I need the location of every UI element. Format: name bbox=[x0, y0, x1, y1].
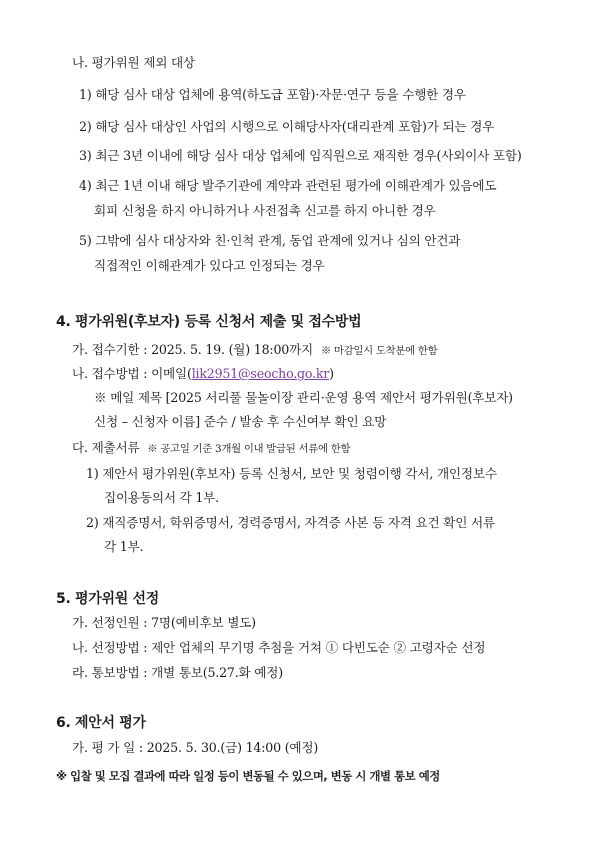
section5-title: 5. 평가위원 선정 bbox=[56, 591, 159, 607]
selection-method: 나. 선정방법 : 제안 업체의 무기명 추첨을 거쳐 ① 다빈도순 ② 고령자순 선정 bbox=[72, 640, 486, 655]
method-line bbox=[72, 366, 334, 382]
deadline-note: ※ 마감일시 도착분에 한함 bbox=[320, 345, 438, 357]
section6-title: 6. 제안서 평가 bbox=[56, 715, 146, 731]
docs-item-2-cont: 각 1부. bbox=[104, 539, 144, 554]
section4-title: 4. 평가위원(후보자) 등록 신청서 제출 및 접수방법 bbox=[56, 314, 362, 330]
exclusion-item-5: 5) 그밖에 심사 대상자와 친·인척 관계, 동업 관계에 있거나 심의 안건과 bbox=[79, 233, 461, 248]
notify-method: 라. 통보방법 : 개별 통보(5.27.화 예정) bbox=[72, 665, 283, 680]
selection-count: 가. 선정인원 : 7명(예비후보 별도) bbox=[72, 615, 256, 630]
exclusion-item-4: 4) 최근 1년 이내 해당 발주기관에 계약과 관련된 평가에 이해관계가 있음에도 bbox=[79, 178, 497, 193]
mail-note-1: ※ 메일 제목 [2025 서리풀 물놀이장 관리·운영 용역 제안서 평가위원(후보자) bbox=[94, 390, 513, 405]
exclusion-item-1: 1) 해당 심사 대상 업체에 용역(하도급 포함)·자문·연구 등을 수행한 경우 bbox=[79, 87, 466, 102]
exclusion-item-2: 2) 해당 심사 대상인 사업의 시행으로 이해당사자(대리관계 포함)가 되는 경우 bbox=[79, 119, 495, 134]
exclusion-heading: 나. 평가위원 제외 대상 bbox=[72, 55, 195, 70]
deadline-line bbox=[72, 342, 437, 359]
method-suffix: ) bbox=[329, 366, 334, 381]
schedule-change-notice: ※ 입찰 및 모집 결과에 따라 일정 등이 변동될 수 있으며, 변동 시 개별 통보 예정 bbox=[56, 769, 440, 783]
docs-heading: 다. 제출서류 bbox=[72, 440, 140, 455]
exclusion-item-4-cont: 회피 신청을 하지 아니하거나 사전접촉 신고를 하지 아니한 경우 bbox=[94, 203, 436, 218]
mail-note-2: 신청 – 신청자 이름] 준수 / 발송 후 수신여부 확인 요망 bbox=[94, 414, 387, 429]
docs-item-1: 1) 제안서 평가위원(후보자) 등록 신청서, 보안 및 청렴이행 각서, 개인정보수 bbox=[86, 466, 497, 481]
docs-item-1-cont: 집이용동의서 각 1부. bbox=[104, 490, 219, 505]
exclusion-item-5-cont: 직접적인 이해관계가 있다고 인정되는 경우 bbox=[94, 258, 325, 273]
deadline-text: 가. 접수기한 : 2025. 5. 19. (월) 18:00까지 bbox=[72, 342, 314, 357]
evaluation-date: 가. 평 가 일 : 2025. 5. 30.(금) 14:00 (예정) bbox=[72, 740, 319, 755]
docs-line bbox=[72, 440, 350, 457]
exclusion-item-3: 3) 최근 3년 이내에 해당 심사 대상 업체에 임직원으로 재직한 경우(사외이사 포함) bbox=[79, 148, 522, 163]
method-prefix: 나. 접수방법 : 이메일( bbox=[72, 366, 192, 381]
email-link[interactable]: lik2951@seocho.go.kr bbox=[191, 366, 330, 381]
docs-item-2: 2) 재직증명서, 학위증명서, 경력증명서, 자격증 사본 등 자격 요건 확인 서류 bbox=[86, 515, 495, 530]
docs-note: ※ 공고일 기준 3개월 이내 발급된 서류에 한함 bbox=[147, 443, 351, 455]
